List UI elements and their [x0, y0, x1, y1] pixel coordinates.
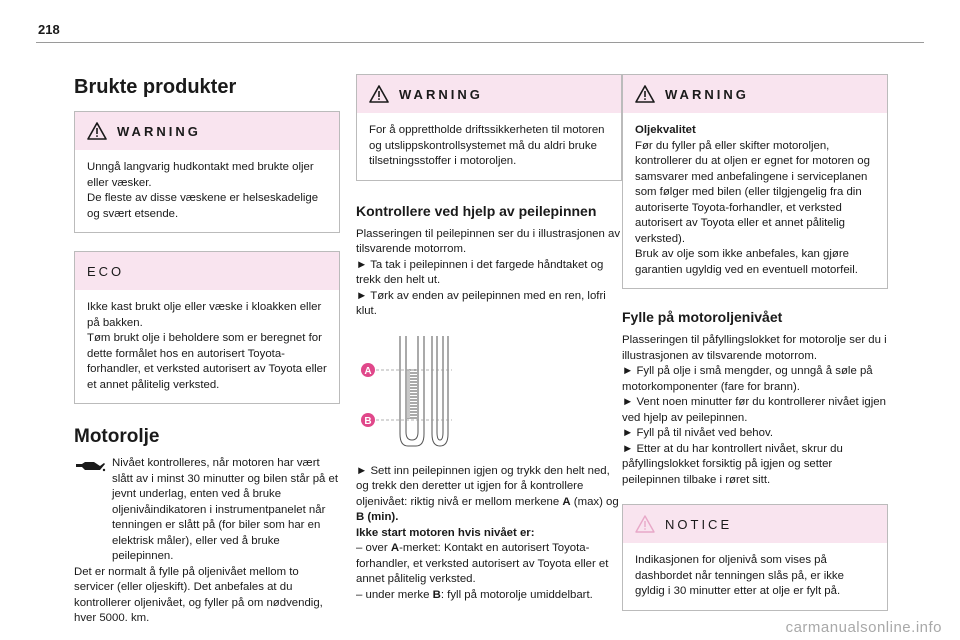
engine-oil-intro	[74, 456, 340, 565]
warning-body	[75, 150, 339, 232]
warning-heading: WARNING	[665, 86, 749, 102]
engine-oil-text: Nivået kontrolleres, når motoren har vært slått av i minst 30 minutter og bilen står på et jevnt underlag, enten ved å bruke oljenivåindikatoren i instrumentpanelet når tenningen er slått på (for biler som har en elektrisk måler), eller ved å bruke peilepinnen.	[112, 457, 339, 562]
column-1	[74, 66, 340, 627]
dipstick-check-step: ► Sett inn peilepinnen igjen og trykk den helt ned, og trekk den deretter ut igjen for å kontrollere oljenivået: riktig nivå er mellom merkene A (max) og B (min).	[356, 464, 619, 523]
warning-text: For å opprettholde driftssikkerheten til motoren og utslippskontrollsystemet må du aldri bruke tilsetningsstoffer i motoroljen.	[369, 124, 605, 167]
warning-header	[357, 75, 621, 113]
warning-line: Unngå langvarig hudkontakt med brukte oljer eller væsker.	[87, 161, 314, 189]
eco-box	[74, 251, 340, 404]
notice-box	[622, 504, 888, 611]
oil-quality-text-2: Bruk av olje som ikke anbefales, kan gjøre garantien ugyldig ved en eventuell motorfeil.	[635, 248, 858, 276]
warning-triangle-icon	[87, 122, 107, 140]
oil-quality-text: Før du fyller på eller skifter motoroljen, kontrollerer du at oljen er egnet for motoren og samsvarer med anbefalingene i serviceplanen som følger med bilen (eller tilgjengelig fra din autoriserte Toyota-forhandler, et verksted autorisert av Toyota eller et annet pålitelig verksted).	[635, 139, 870, 245]
under-mark-line: – under merke B: fyll på motorolje umiddelbart.	[356, 588, 593, 601]
page-number: 218	[38, 22, 60, 37]
engine-oil-text-2: Det er normalt å fylle på oljenivået mellom to servicer (eller oljeskift). Det anbefales at du kontrollerer oljenivået, og fyller på om nødvendig, hver 5000. km.	[74, 565, 323, 624]
section-title-dipstick: Kontrollere ved hjelp av peilepinnen	[356, 202, 597, 219]
column-3	[622, 66, 888, 625]
dipstick-step: ► Ta tak i peilepinnen i det fargede håndtaket og trekk den helt ut.	[356, 258, 604, 286]
oil-quality-heading: Oljekvalitet	[635, 124, 696, 136]
notice-header	[623, 505, 887, 543]
warning-body	[623, 113, 887, 288]
warning-heading: WARNING	[117, 123, 201, 139]
warning-body	[357, 113, 621, 180]
dipstick-intro: Plasseringen til peilepinnen ser du i illustrasjonen av tilsvarende motorrom.	[356, 227, 621, 255]
section-title-engine-oil: Motorolje	[74, 426, 160, 447]
warning-box-additives	[356, 74, 622, 181]
notice-heading: NOTICE	[665, 516, 733, 532]
warning-triangle-icon	[635, 85, 655, 103]
top-up-step: ► Fyll på til nivået ved behov.	[622, 427, 773, 439]
over-mark-line: – over A-merket: Kontakt en autorisert Toyota-forhandler, et verksted autorisert av Toyota eller et annet pålitelig verksted.	[356, 542, 609, 585]
warning-triangle-icon	[369, 85, 389, 103]
notice-body	[623, 543, 887, 610]
eco-header	[75, 252, 339, 290]
top-up-step: ► Fyll på olje i små mengder, og unngå å søle på motorkomponenter (fare for brann).	[622, 365, 873, 393]
mark-a-label: A	[364, 365, 372, 377]
header-divider	[36, 42, 924, 43]
warning-header	[623, 75, 887, 113]
top-up-step: ► Etter at du har kontrollert nivået, skrur du påfyllingslokket forsiktig på igjen og setter peilepinnen tilbake i røret sitt.	[622, 442, 843, 486]
dipstick-illustration	[356, 334, 622, 454]
watermark: carmanualsonline.info	[785, 619, 942, 636]
eco-body	[75, 290, 339, 403]
dipstick-step: ► Tørk av enden av peilepinnen med en ren, lofri klut.	[356, 289, 606, 317]
eco-heading: ECO	[87, 263, 125, 279]
mark-b-label: B	[364, 415, 372, 427]
top-up-intro: Plasseringen til påfyllingslokket for motorolje ser du i illustrasjonen av tilsvarende motorrom.	[622, 334, 887, 362]
section-title-used-products: Brukte produkter	[74, 76, 237, 98]
top-up-step: ► Vent noen minutter før du kontrollerer nivået igjen ved hjelp av peilepinnen.	[622, 396, 886, 424]
notice-text: Indikasjonen for oljenivå som vises på dashbordet når tenningen slås på, er ikke gyldig i 30 minutter etter at olje er fylt på.	[635, 554, 844, 597]
warning-heading: WARNING	[399, 86, 483, 102]
warning-line: De fleste av disse væskene er helseskadelige og svært etsende.	[87, 192, 319, 220]
oil-can-icon	[74, 458, 106, 474]
section-title-top-up: Fylle på motoroljenivået	[622, 309, 783, 325]
warning-box-oil-quality	[622, 74, 888, 289]
eco-line: Tøm brukt olje i beholdere som er beregnet for dette formålet hos en autorisert Toyota-forhandler, et verksted autorisert av Toyota eller et annet pålitelig verksted.	[87, 332, 327, 391]
do-not-start-line: Ikke start motoren hvis nivået er:	[356, 526, 535, 539]
warning-box-used-products	[74, 111, 340, 233]
dipstick-drawing	[356, 334, 622, 454]
column-2	[356, 66, 622, 603]
notice-triangle-icon	[635, 515, 655, 533]
eco-line: Ikke kast brukt olje eller væske i kloakken eller på bakken.	[87, 301, 322, 329]
warning-header	[75, 112, 339, 150]
